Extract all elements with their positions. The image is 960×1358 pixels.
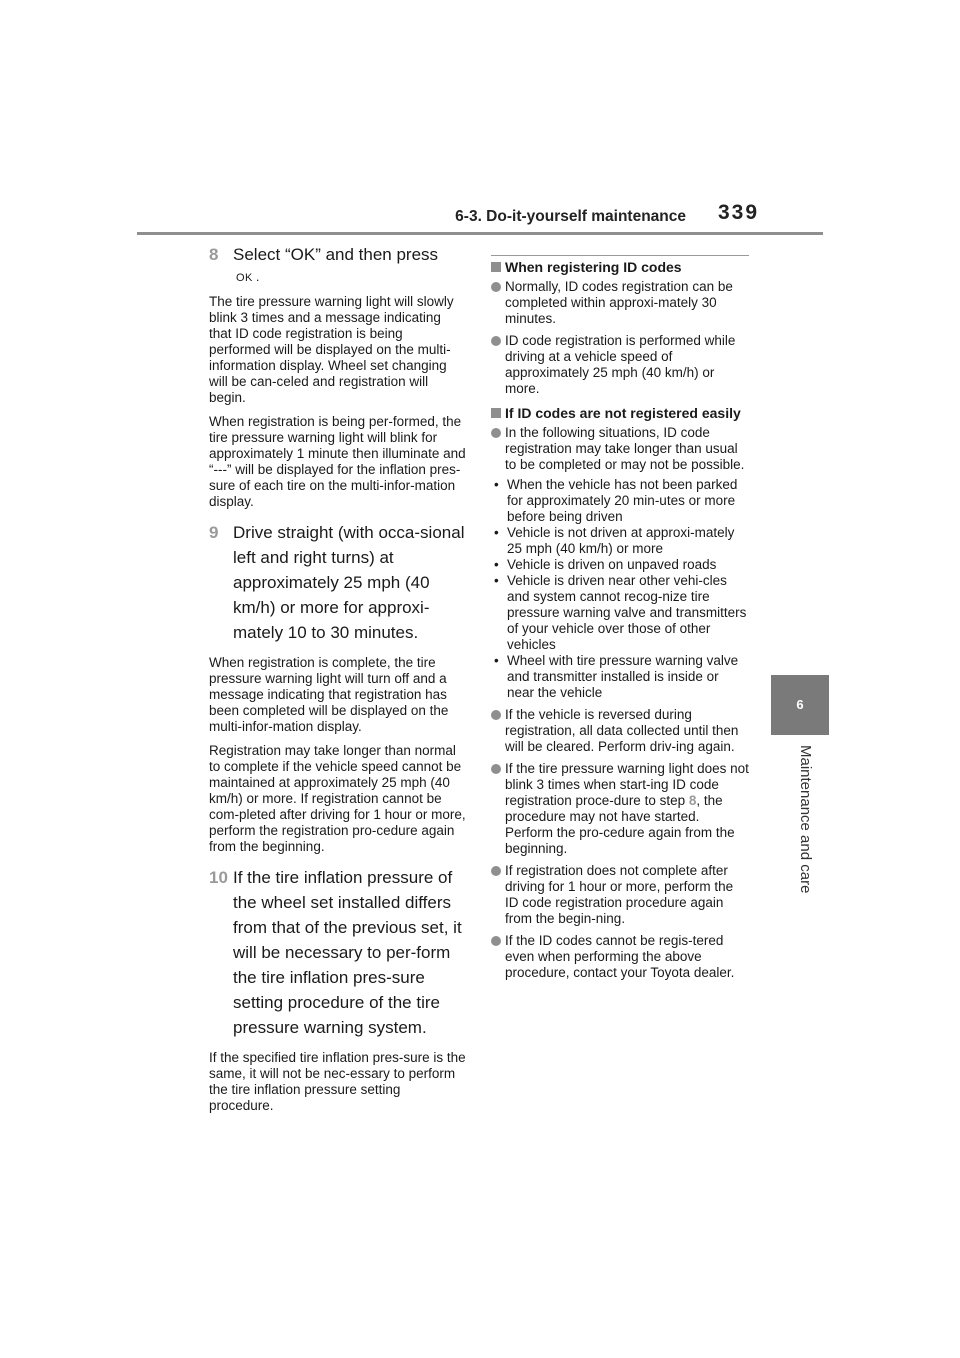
paragraph: The tire pressure warning light will slowly blink 3 times and a message indicating that ID code registration is being performed will be displayed on the multi-information display. Wheel set changing will be can-celed and registration will begin. <box>209 294 454 405</box>
step-number: 9 <box>209 523 219 542</box>
bullet-text: If registration does not complete after driving for 1 hour or more, perform the ID code registration procedure again from the begin-ning. <box>505 863 734 926</box>
header-section-title: 6-3. Do-it-yourself maintenance <box>455 208 686 225</box>
bullet-item <box>491 279 749 327</box>
step-number: 10 <box>209 868 228 887</box>
circle-bullet-icon <box>491 764 501 774</box>
circle-bullet-icon <box>491 428 501 438</box>
list-item: • Vehicle is driven on unpaved roads <box>491 557 749 573</box>
step-10 <box>209 865 467 1040</box>
heading-text: When registering ID codes <box>505 259 682 275</box>
header-rule <box>137 232 823 235</box>
bullet-item <box>491 761 749 857</box>
ok-button-line <box>209 269 467 284</box>
paragraph: When registration is being per-formed, the tire pressure warning light will blink for approximately 1 minute then illuminate and “---” will be displayed for the inflation pres-sure of each tire on the multi-infor-mation display. <box>209 414 466 509</box>
bullet-item <box>491 707 749 755</box>
bullet-text: If the ID codes cannot be regis-tered even when performing the above procedure, contact your Toyota dealer. <box>505 933 735 980</box>
step-reference: 8 <box>688 793 697 808</box>
bullet-text-part: , the procedure may not have started. Perform the pro-cedure again from the beginning. <box>505 793 735 856</box>
list-item: • Vehicle is not driven at approxi-mately 25 mph (40 km/h) or more <box>491 525 749 557</box>
section-heading <box>491 405 749 421</box>
list-item: • Wheel with tire pressure warning valve and transmitter installed is inside or near the vehicle <box>491 653 749 701</box>
bullet-text: If the vehicle is reversed during registration, all data collected until then will be cleared. Perform driv-ing again. <box>505 707 739 754</box>
paragraph: When registration is complete, the tire pressure warning light will turn off and a message indicating that registration has been completed will be displayed on the multi-infor-mation display. <box>209 655 449 734</box>
bullet-item <box>491 863 749 927</box>
section-heading <box>491 259 749 275</box>
circle-bullet-icon <box>491 936 501 946</box>
bullet-text: ID code registration is performed while driving at a vehicle speed of approximately 25 mph (40 km/h) or more. <box>505 333 736 396</box>
left-column <box>209 242 467 1122</box>
heading-text: If ID codes are not registered easily <box>505 405 741 421</box>
circle-bullet-icon <box>491 866 501 876</box>
paragraph: Registration may take longer than normal to complete if the vehicle speed cannot be maintained at approximately 25 mph (40 km/h) or more. If registration cannot be com-pleted after driving for 1 hour or more, perform the registration pro-cedure again from the beginning. <box>209 743 466 854</box>
step-text: If the tire inflation pressure of the wheel set installed differs from that of the previous set, it will be necessary to per-form the tire inflation pres-sure setting procedure of the tire pressure warning system. <box>233 868 462 1037</box>
bullet-text: In the following situations, ID code registration may take longer than usual to be completed or may not be possible. <box>505 425 745 472</box>
circle-bullet-icon <box>491 282 501 292</box>
list-item: • Vehicle is driven near other vehi-cles and system cannot recog-nize tire pressure warning valve and transmitters of your vehicle over those of other vehicles <box>491 573 749 653</box>
square-bullet-icon <box>491 262 501 272</box>
chapter-tab: 6 <box>771 675 829 735</box>
bullet-item <box>491 933 749 981</box>
bullet-item <box>491 425 749 473</box>
bullet-item <box>491 333 749 397</box>
step-8 <box>209 242 467 267</box>
step-number: 8 <box>209 245 219 264</box>
step-9 <box>209 520 467 645</box>
circle-bullet-icon <box>491 710 501 720</box>
list-item: • When the vehicle has not been parked for approximately 20 min-utes or more before being driven <box>491 477 749 525</box>
bullet-text-part: If the tire pressure warning light does not blink 3 times when start-ing ID code registration proce-dure to step <box>505 761 749 808</box>
bullet-text <box>505 761 749 856</box>
step-text: Drive straight (with occa-sional left and right turns) at approximately 25 mph (40 km/h) or more for approxi-mately 10 to 30 minutes. <box>233 523 465 642</box>
step-text: Select “OK” and then press <box>233 245 439 264</box>
section-rule <box>491 255 749 256</box>
situation-list <box>491 477 749 701</box>
chapter-label: Maintenance and care <box>797 745 814 894</box>
ok-button-icon: OK <box>236 272 253 284</box>
right-column <box>491 255 749 987</box>
page-number: 339 <box>718 201 760 224</box>
circle-bullet-icon <box>491 336 501 346</box>
paragraph: If the specified tire inflation pres-sure is the same, it will not be nec-essary to perform the tire inflation pressure setting procedure. <box>209 1050 466 1113</box>
square-bullet-icon <box>491 408 501 418</box>
ok-button-period: . <box>255 269 260 284</box>
bullet-text: Normally, ID codes registration can be completed within approxi-mately 30 minutes. <box>505 279 733 326</box>
